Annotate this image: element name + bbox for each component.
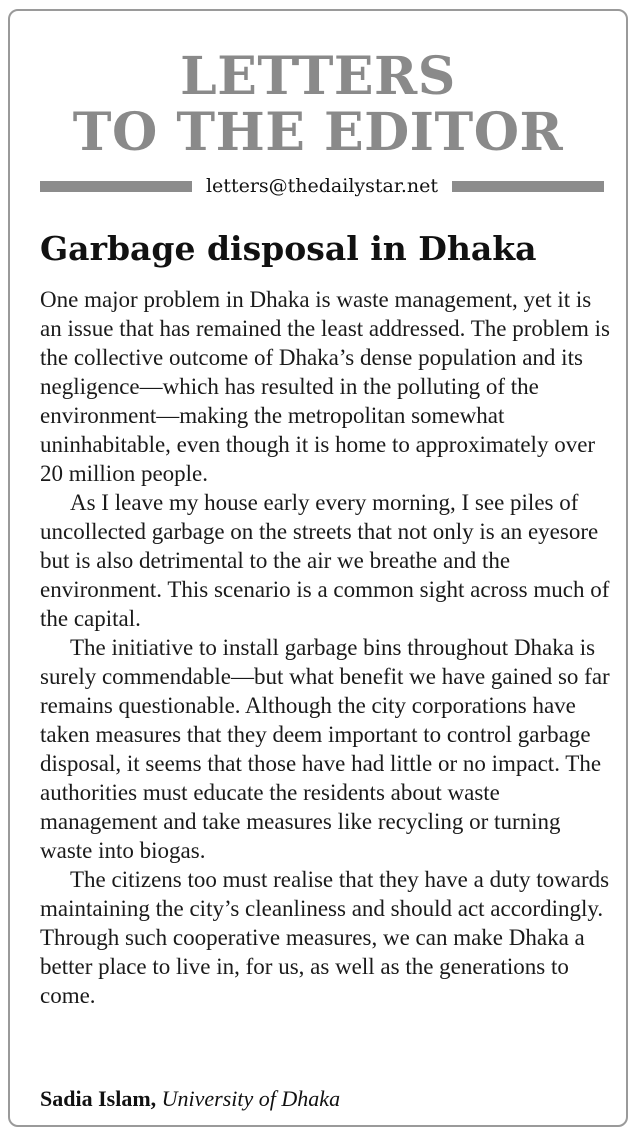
masthead-line-1: LETTERS bbox=[180, 46, 456, 107]
letter-paragraph-3: The initiative to install garbage bins throughout Dhaka is surely commendable—but what benefit we have gained so far remains questionable. Although the city corporations have taken measures that they deem important to control garbage disposal, it seems that those have had little or no impact. The authorities must educate the residents about waste management and take measures like recycling or turning waste into biogas. bbox=[40, 635, 610, 863]
letter-headline: Garbage disposal in Dhaka bbox=[40, 229, 537, 268]
letter-paragraph-1: One major problem in Dhaka is waste management, yet it is an issue that has remained the least addressed. The problem is the collective outcome of Dhaka’s dense population and its negligence—which has resulted in the polluting of the environment—making the metropolitan somewhat uninhabitable, even though it is home to approximately over 20 million people. bbox=[40, 287, 610, 486]
author-name: Sadia Islam, bbox=[40, 1086, 157, 1111]
letter-signature bbox=[40, 1086, 340, 1112]
email-row bbox=[40, 173, 604, 199]
left-rule-divider bbox=[40, 181, 192, 192]
masthead-title bbox=[10, 46, 626, 163]
letter-frame bbox=[8, 9, 628, 1127]
letter-paragraph-2: As I leave my house early every morning, I see piles of uncollected garbage on the streets that not only is an eyesore but is also detrimental to the air we breathe and the environment. This scenario is a common sight across much of the capital. bbox=[40, 490, 610, 631]
letter-body bbox=[40, 285, 610, 1010]
editor-email: letters@thedailystar.net bbox=[205, 175, 439, 197]
author-affiliation: University of Dhaka bbox=[161, 1086, 341, 1111]
right-rule-divider bbox=[452, 181, 604, 192]
masthead-line-2: TO THE EDITOR bbox=[72, 102, 564, 163]
letter-paragraph-4: The citizens too must realise that they have a duty towards maintaining the city’s cleanliness and should act accordingly. Through such cooperative measures, we can make Dhaka a better place to live in, for us, as well as the generations to come. bbox=[40, 867, 610, 1008]
